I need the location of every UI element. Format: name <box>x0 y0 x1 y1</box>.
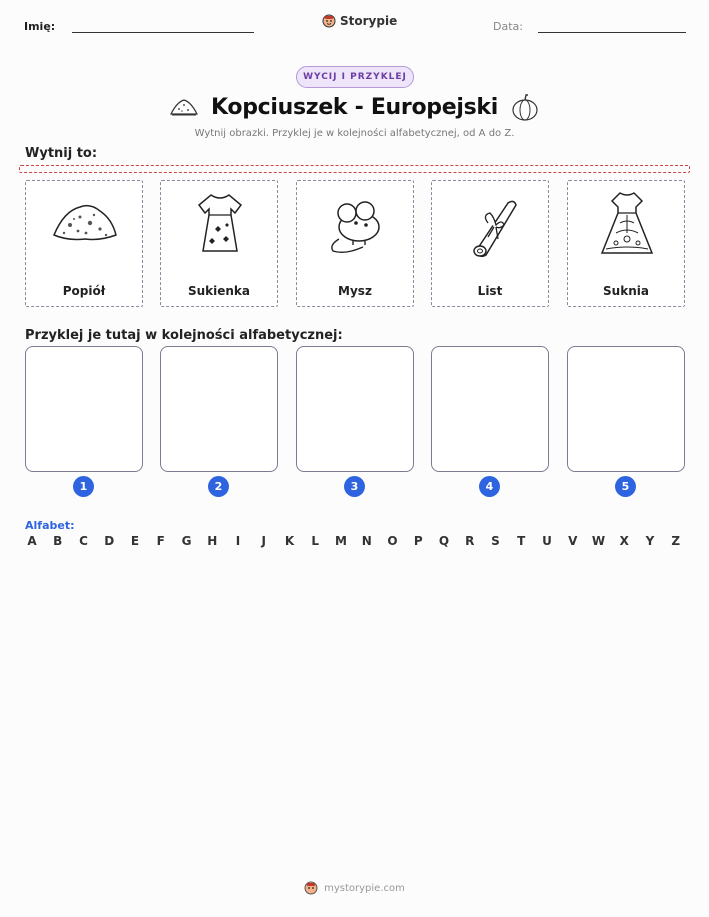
date-label: Data: <box>493 20 523 33</box>
name-label: Imię: <box>24 20 56 33</box>
alphabet-letter: Y <box>645 534 655 548</box>
card-label: Popiół <box>62 284 106 298</box>
paste-slot-4[interactable] <box>431 346 549 472</box>
storypie-logo-icon <box>304 881 318 895</box>
slot-number-badge: 2 <box>208 476 229 497</box>
pumpkin-icon <box>510 92 540 122</box>
alphabet-letter: S <box>491 534 500 548</box>
alphabet-letter: H <box>207 534 218 548</box>
alphabet-letter: Z <box>671 534 681 548</box>
alphabet-letter: L <box>311 534 320 548</box>
name-field-line[interactable] <box>72 32 254 33</box>
alphabet-letter: X <box>619 534 629 548</box>
mouse-icon <box>321 189 391 259</box>
alphabet-letter: E <box>130 534 140 548</box>
footer <box>0 881 709 895</box>
brand-logo <box>322 14 397 28</box>
alphabet-letter: D <box>104 534 115 548</box>
paste-slot-1[interactable] <box>25 346 143 472</box>
alphabet-letter: G <box>181 534 192 548</box>
title-row <box>0 90 709 124</box>
page-title: Kopciuszek - Europejski <box>211 94 498 120</box>
alphabet-row <box>25 534 683 548</box>
paste-slot-2[interactable] <box>160 346 278 472</box>
alphabet-letter: W <box>591 534 606 548</box>
alphabet-letter: R <box>465 534 475 548</box>
card-label: Mysz <box>338 284 372 298</box>
alphabet-letter: T <box>517 534 526 548</box>
cut-card-ash[interactable] <box>25 180 143 307</box>
dress-icon <box>185 189 255 259</box>
brand-name: Storypie <box>340 14 398 28</box>
footer-url[interactable]: mystorypie.com <box>324 882 405 894</box>
alphabet-letter: A <box>27 534 37 548</box>
alphabet-letter: O <box>387 534 398 548</box>
alphabet-letter: P <box>413 534 423 548</box>
alphabet-letter: M <box>335 534 347 548</box>
instructions: Wytnij obrazki. Przyklej je w kolejności alfabetycznej, od A do Z. <box>194 128 515 139</box>
activity-badge: WYCIJ I PRZYKLEJ <box>296 66 414 88</box>
cut-card-mouse[interactable] <box>296 180 414 307</box>
card-label: List <box>477 284 503 298</box>
slot-number-badge: 1 <box>73 476 94 497</box>
paste-section-label: Przyklej je tutaj w kolejności alfabetycznej: <box>25 328 343 343</box>
date-field-line[interactable] <box>538 32 686 33</box>
scroll-letter-icon <box>456 189 526 259</box>
alphabet-letter: U <box>542 534 552 548</box>
cut-card-dress[interactable] <box>160 180 278 307</box>
cut-section-label: Wytnij to: <box>25 146 98 161</box>
alphabet-letter: V <box>568 534 578 548</box>
slot-number-badge: 3 <box>344 476 365 497</box>
card-label: Sukienka <box>187 284 251 298</box>
alphabet-letter: I <box>235 534 241 548</box>
ash-pile-icon <box>169 96 199 118</box>
cut-card-letter[interactable] <box>431 180 549 307</box>
alphabet-letter: K <box>284 534 295 548</box>
alphabet-letter: C <box>79 534 88 548</box>
slot-number-badge: 5 <box>615 476 636 497</box>
slot-number-badge: 4 <box>479 476 500 497</box>
alphabet-letter: F <box>156 534 165 548</box>
cut-card-gown[interactable] <box>567 180 685 307</box>
alphabet-label: Alfabet: <box>25 519 75 532</box>
ash-pile-icon <box>50 189 120 259</box>
alphabet-letter: J <box>261 534 266 548</box>
alphabet-letter: Q <box>438 534 450 548</box>
alphabet-letter: B <box>53 534 63 548</box>
gown-icon <box>592 189 662 259</box>
cut-line <box>19 165 690 173</box>
paste-slot-5[interactable] <box>567 346 685 472</box>
storypie-logo-icon <box>322 14 336 28</box>
alphabet-letter: N <box>361 534 372 548</box>
card-label: Suknia <box>603 284 649 298</box>
paste-slot-3[interactable] <box>296 346 414 472</box>
